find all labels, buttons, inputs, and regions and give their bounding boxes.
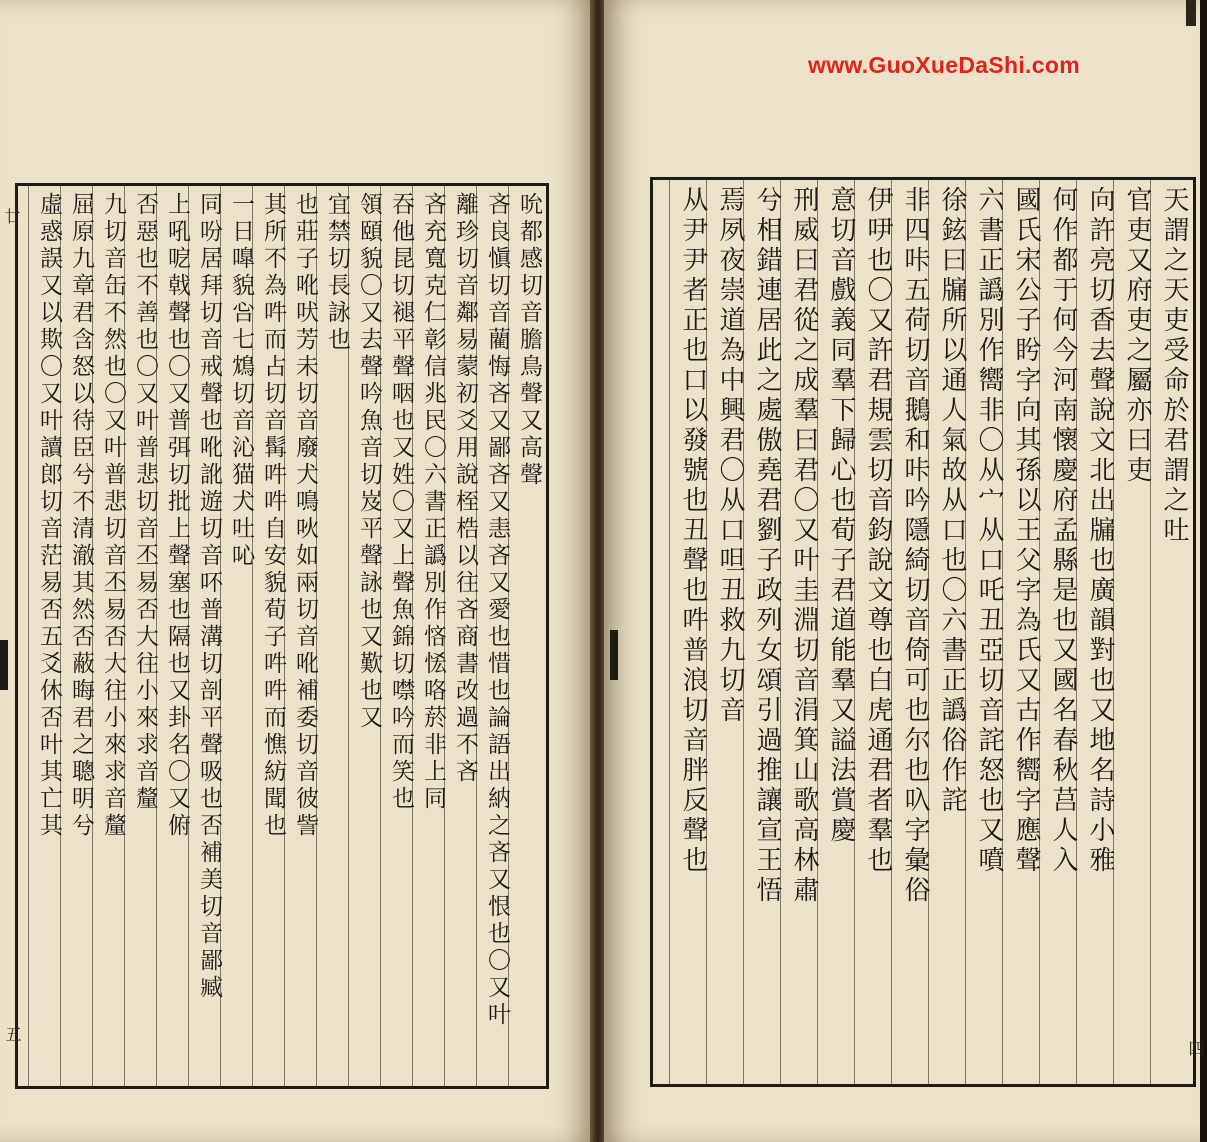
left-text-column: 也莊子吪吠芳未切音廢犬鳴吙如兩切音吪補委切音彼訾: [284, 186, 316, 1086]
right-leaf: [604, 0, 1205, 1142]
left-text-column: 離珍切音鄰易蒙初爻用說桎梏以往吝商書改過不吝: [444, 186, 476, 1086]
left-text-column: 否惡也不善也〇又叶普悲切音丕易否大往小來求音釐: [124, 186, 156, 1086]
right-text-column: 國氏宋公子盻字向其孫以王父字為氏又古作嚮字應聲: [1002, 180, 1039, 1084]
left-text-column: 吮都感切音膽鳥聲又高聲: [508, 186, 540, 1086]
left-folio-bottom: 五: [3, 1026, 22, 1042]
right-text-column: 何作都于何今河南懷慶府孟縣是也又國名春秋莒人入: [1039, 180, 1076, 1084]
left-text-column: 吝充寬克仁彰信兆民〇六書正譌別作悋恡咯菸非上同: [412, 186, 444, 1086]
left-text-column: 虛惑誤又以欺〇又叶讀郎切音茫易否五爻休否叶其亡其: [28, 186, 60, 1086]
left-text-column: 宜禁切長詠也: [316, 186, 348, 1086]
right-text-column: 向許亮切香去聲說文北出牖也廣韻對也又地名詩小雅: [1076, 180, 1113, 1084]
left-text-column: 吞他昆切褪平聲咽也又姓〇又上聲魚錦切噤吟而笑也: [380, 186, 412, 1086]
left-text-column: 九切音缶不然也〇又叶普悲切音丕易否大往小來求音釐: [92, 186, 124, 1086]
right-text-column: 官吏又府吏之屬亦曰吏: [1113, 180, 1150, 1084]
left-text-column: 同吩居拜切音戒聲也吪訛遊切音吥普溝切剖平聲吸也否補美切音鄙臧: [188, 186, 220, 1086]
left-text-column: 屈原九章君含怒以待臣兮不清澈其然否蔽晦君之聰明兮: [60, 186, 92, 1086]
right-corner-mark: [1186, 0, 1196, 26]
right-text-column: 徐鉉曰牖所以通人氣故从口也〇六書正譌俗作詫: [928, 180, 965, 1084]
right-text-column: 伊吚也〇又許君規雲切音鈞說文尊也白虎通君者羣也: [854, 180, 891, 1084]
right-text-column: 兮相錯連居此之處傲堯君劉子政列女頌引過推讓宣王悟: [743, 180, 780, 1084]
right-edge-mark: [610, 630, 618, 680]
right-text-column: 意切音戲義同羣下歸心也荀子君道能羣又謚法賞慶: [817, 180, 854, 1084]
right-text-column: 非四咔五荷切音鵝和咔吟隱綺切音倚可也尔也叺字彙俗: [891, 180, 928, 1084]
right-text-column: 天謂之天吏受命於君謂之吐: [1150, 180, 1187, 1084]
left-folio-top: 廿: [2, 208, 21, 224]
right-text-column: 焉夙夜崇道為中興君〇从口呾丑救九切音: [706, 180, 743, 1084]
right-text-columns: [659, 180, 1187, 1084]
right-page-frame: [650, 177, 1196, 1087]
left-text-column: 吝良愼切音藺悔吝又鄙吝又恚吝又愛也惜也論語出納之吝又恨也〇又叶: [476, 186, 508, 1086]
left-text-column: 上吼呝戟聲也〇又普弭切批上聲塞也隔也又卦名〇又俯: [156, 186, 188, 1086]
left-leaf: [0, 0, 592, 1142]
right-text-column: 从尹尹者正也口以發號也丑聲也吽普浪切音胖反聲也: [669, 180, 706, 1084]
right-text-column: 刑威曰君從之成羣曰君〇又叶圭淵切音涓箕山歌高林肅: [780, 180, 817, 1084]
right-folio-bottom: 四: [1186, 1040, 1205, 1056]
left-page-frame: [15, 183, 549, 1089]
left-text-column: 領頤貌〇又去聲吟魚音切岌平聲詠也又歎也又: [348, 186, 380, 1086]
left-edge-mark: [0, 640, 8, 690]
left-text-column: 一日嘷貌吢七鴆切音沁猫犬吐吣: [220, 186, 252, 1086]
right-text-column: 六書正譌別作嚮非〇从宀从口吒丑亞切音詫怒也又噴: [965, 180, 1002, 1084]
left-text-column: 其所不為吽而占切音髯吽吽自安貌荀子吽吽而憔紡聞也: [252, 186, 284, 1086]
left-text-columns: [24, 186, 540, 1086]
watermark-text: www.GuoXueDaShi.com: [808, 52, 1080, 78]
